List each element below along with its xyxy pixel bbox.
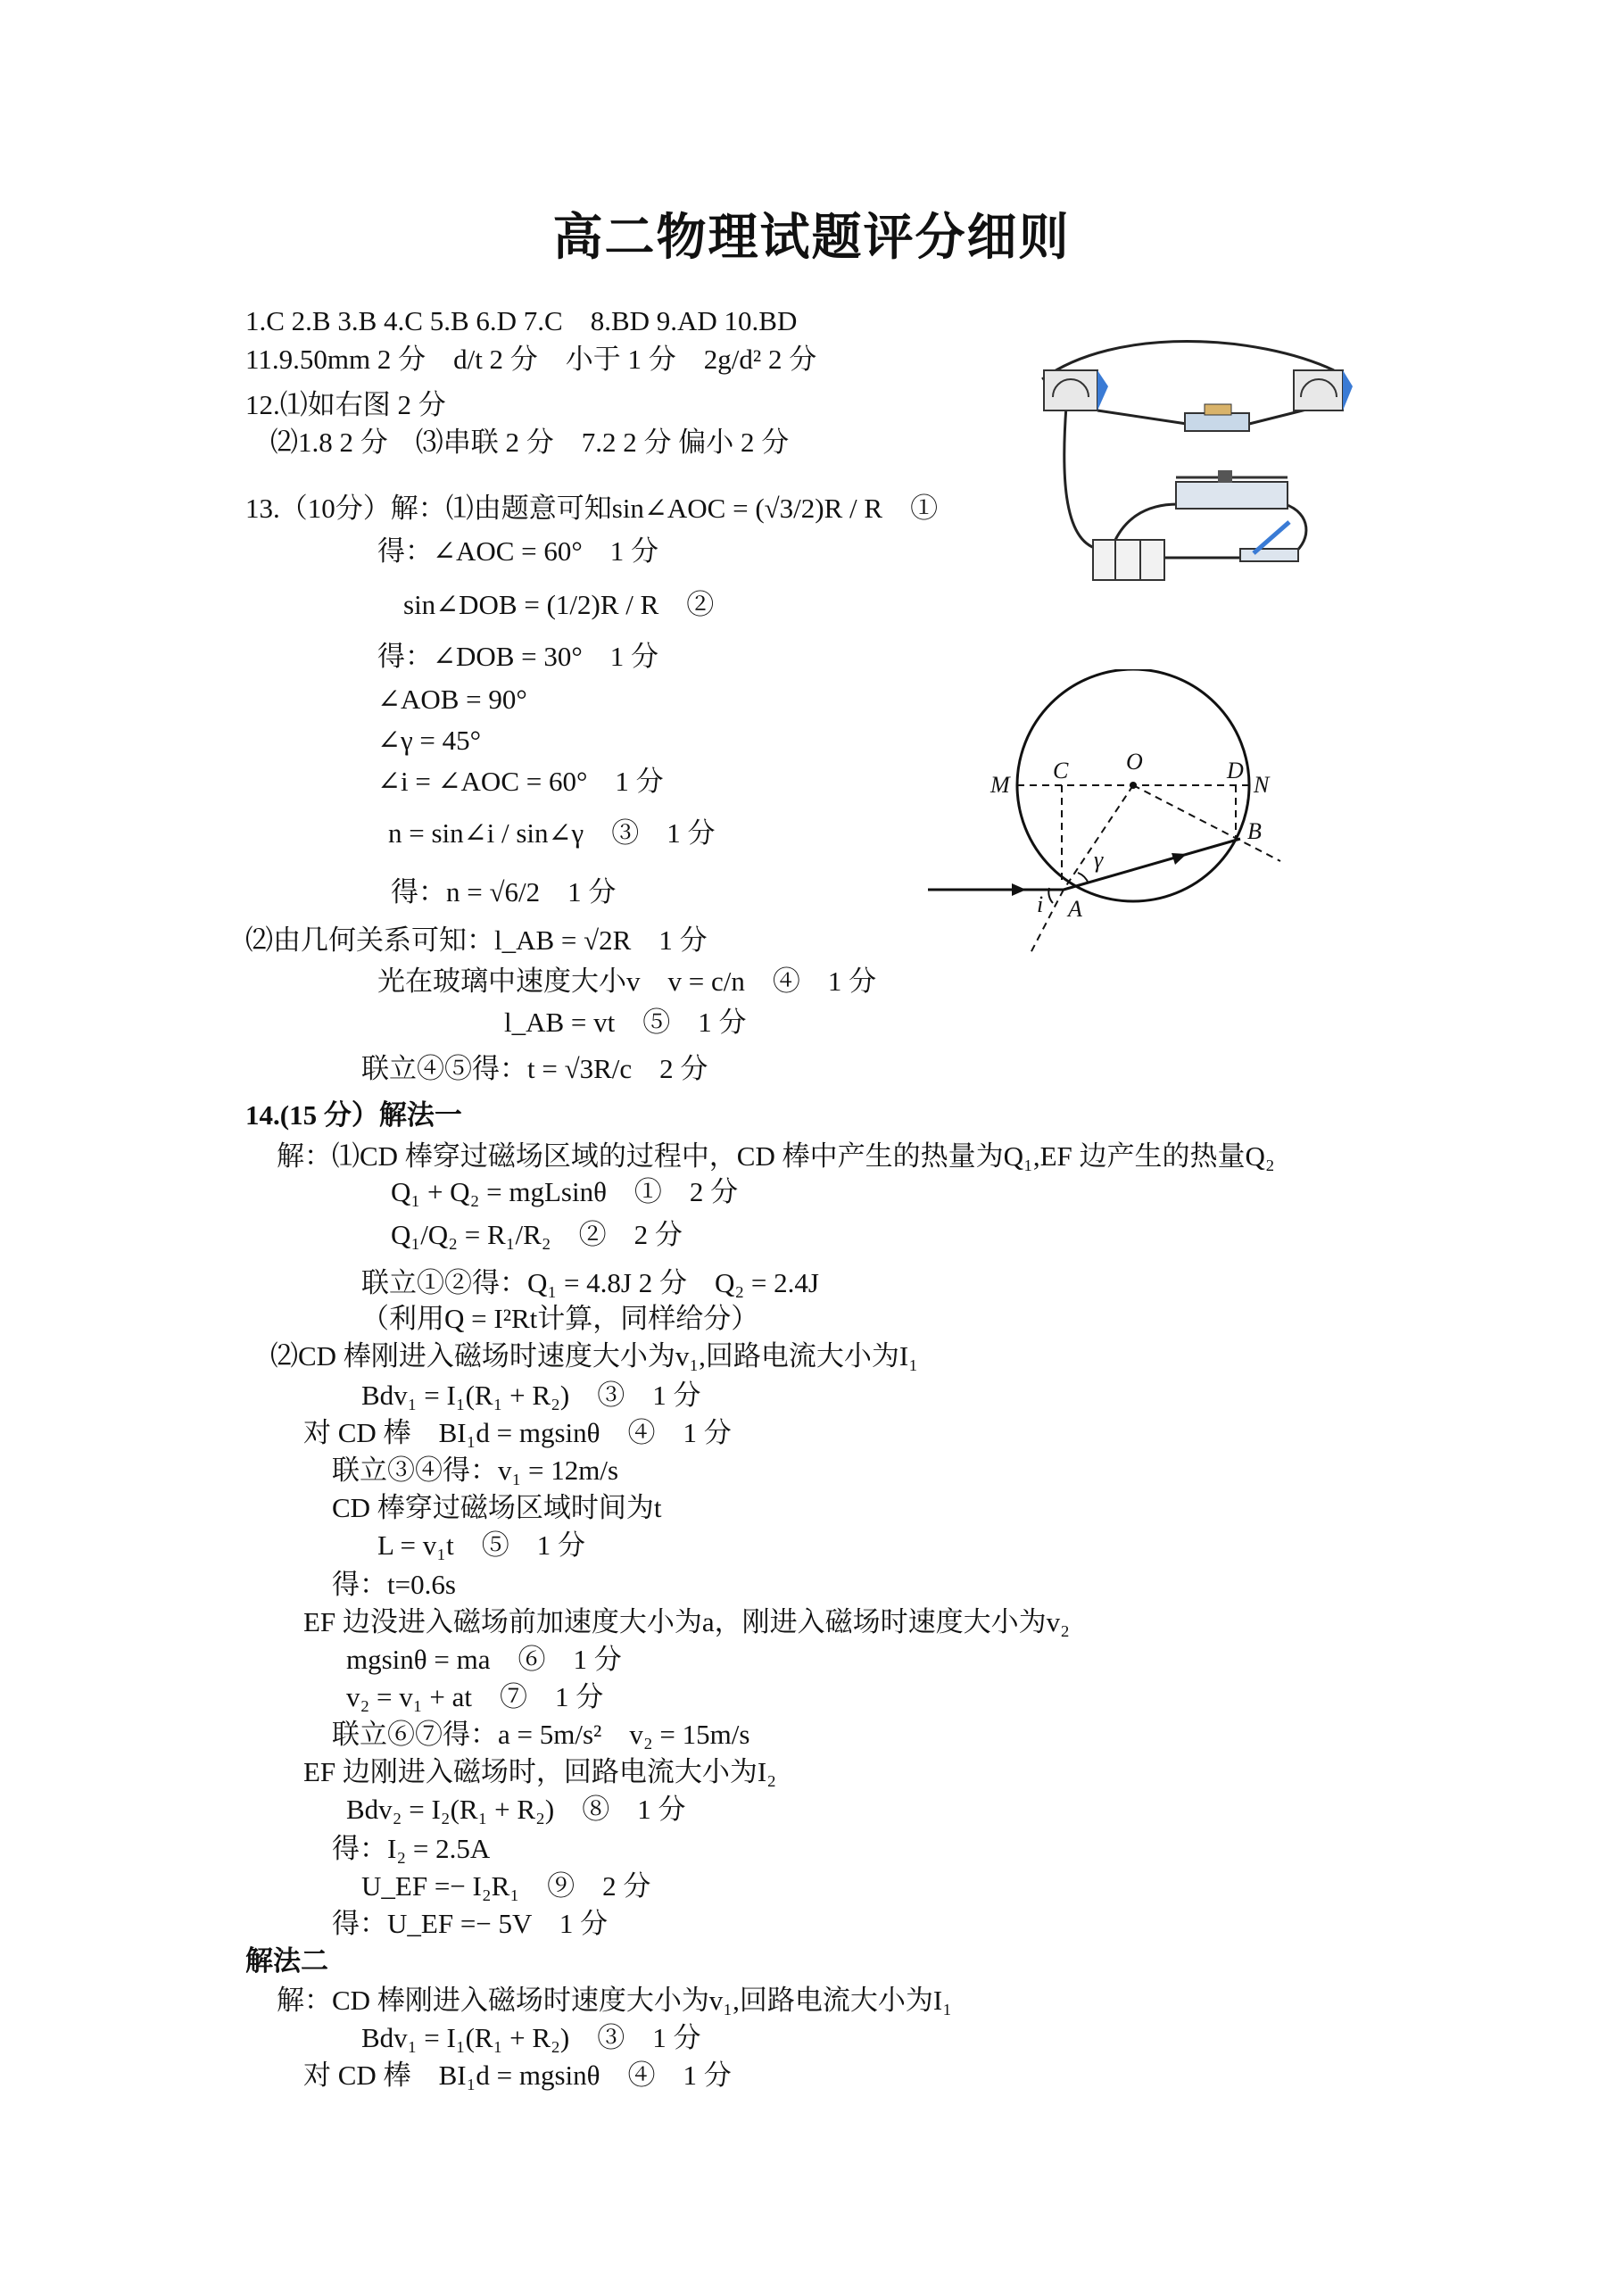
text-line: EF 边刚进入磁场时，回路电流大小为I₂ (303, 1756, 777, 1787)
text-line: mgsinθ = ma ⑥ 1 分 (346, 1644, 622, 1675)
label-o: O (1126, 749, 1143, 775)
text-line: U_EF =− I₂R₁ ⑨ 2 分 (361, 1870, 651, 1902)
label-b: B (1247, 818, 1262, 844)
text-line: sin∠DOB = (1/2)R / R ② (403, 589, 715, 620)
battery-icon (1093, 540, 1164, 580)
page-title: 高二物理试题评分细则 (552, 211, 1071, 266)
label-c: C (1053, 758, 1069, 783)
text-line: Bdv₁ = I₁(R₁ + R₂) ③ 1 分 (361, 2022, 701, 2053)
text-line: EF 边没进入磁场前加速度大小为a，刚进入磁场时速度大小为v₂ (303, 1606, 1070, 1637)
text-line: 12.⑴如右图 2 分 (245, 389, 446, 420)
rheostat-icon (1176, 470, 1288, 509)
text-line: 1.C 2.B 3.B 4.C 5.B 6.D 7.C 8.BD 9.AD 10.BD (245, 305, 798, 336)
text-line: 得：∠AOC = 60° 1 分 (377, 535, 659, 567)
text-line: 得：n = √6/2 1 分 (391, 876, 617, 908)
label-d: D (1227, 758, 1244, 783)
text-line: 解：CD 棒刚进入磁场时速度大小为v₁,回路电流大小为I₁ (277, 1985, 953, 2016)
text-line: 联立⑥⑦得：a = 5m/s² v₂ = 15m/s (332, 1719, 750, 1750)
text-line: Bdv₂ = I₂(R₁ + R₂) ⑧ 1 分 (346, 1794, 686, 1825)
section-heading: 解法二 (245, 1945, 328, 1977)
optics-diagram (919, 669, 1294, 964)
label-gamma: γ (1094, 847, 1104, 873)
switch-icon (1240, 522, 1298, 561)
text-line: 11.9.50mm 2 分 d/t 2 分 小于 1 分 2g/d² 2 分 (245, 344, 817, 375)
text-line: L = v₁t ⑤ 1 分 (377, 1529, 585, 1561)
label-n: N (1254, 772, 1270, 798)
text-line: Q₁/Q₂ = R₁/R₂ ② 2 分 (391, 1219, 683, 1250)
text-line: 对 CD 棒 BI₁d = mgsinθ ④ 1 分 (303, 2060, 732, 2091)
resistor-icon (1185, 404, 1249, 431)
circuit-diagram (1026, 335, 1365, 584)
text-line: ⑵1.8 2 分 ⑶串联 2 分 7.2 2 分 偏小 2 分 (270, 427, 790, 458)
text-line: n = sin∠i / sin∠γ ③ 1 分 (388, 817, 716, 849)
text-line: 联立④⑤得：t = √3R/c 2 分 (361, 1053, 708, 1084)
label-m: M (990, 772, 1010, 798)
text-line: 得：t=0.6s (332, 1569, 456, 1600)
text-line: l_AB = vt ⑤ 1 分 (504, 1007, 747, 1038)
text-line: ∠γ = 45° (377, 725, 482, 756)
label-i: i (1037, 891, 1044, 917)
text-line: 得：I₂ = 2.5A (332, 1833, 491, 1864)
text-line: 解：⑴CD 棒穿过磁场区域的过程中，CD 棒中产生的热量为Q₁,EF 边产生的热量Q₂ (277, 1140, 1275, 1172)
text-line: 13.（10分）解：⑴由题意可知sin∠AOC = (√3/2)R / R ① (245, 493, 939, 524)
text-line: v₂ = v₁ + at ⑦ 1 分 (346, 1681, 604, 1712)
text-line: Q₁ + Q₂ = mgLsinθ ① 2 分 (391, 1176, 739, 1207)
text-line: 联立①②得：Q₁ = 4.8J 2 分 Q₂ = 2.4J (361, 1267, 819, 1298)
text-line: ∠i = ∠AOC = 60° 1 分 (377, 766, 664, 797)
text-line: Bdv₁ = I₁(R₁ + R₂) ③ 1 分 (361, 1380, 701, 1411)
text-line: （利用Q = I²Rt计算，同样给分） (361, 1303, 759, 1334)
section-heading: 14.(15 分）解法一 (245, 1099, 462, 1131)
label-a: A (1068, 896, 1082, 922)
text-line: 得：∠DOB = 30° 1 分 (377, 641, 659, 672)
text-line: ⑵CD 棒刚进入磁场时速度大小为v₁,回路电流大小为I₁ (270, 1340, 919, 1372)
voltmeter-left-icon (1044, 370, 1108, 410)
text-line: 光在玻璃中速度大小v v = c/n ④ 1 分 (377, 966, 877, 997)
voltmeter-right-icon (1294, 370, 1353, 410)
text-line: 得：U_EF =− 5V 1 分 (332, 1908, 609, 1939)
text-line: 对 CD 棒 BI₁d = mgsinθ ④ 1 分 (303, 1417, 732, 1448)
text-line: ⑵由几何关系可知：l_AB = √2R 1 分 (245, 924, 708, 956)
text-line: ∠AOB = 90° (377, 684, 527, 715)
text-line: CD 棒穿过磁场区域时间为t (332, 1492, 662, 1523)
text-line: 联立③④得：v₁ = 12m/s (332, 1455, 619, 1486)
